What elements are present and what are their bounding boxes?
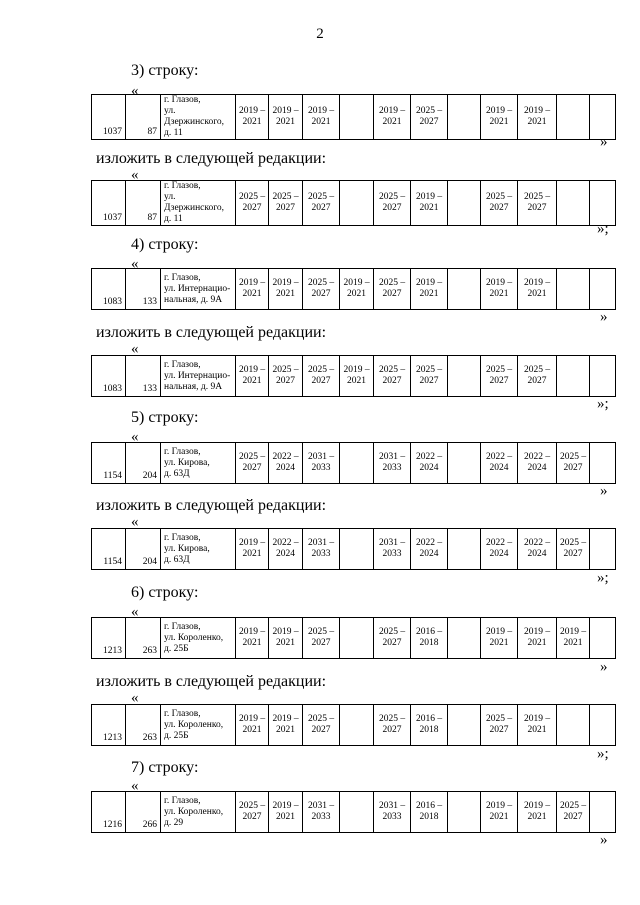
empty-cell	[590, 529, 616, 570]
period-cell: 2019 – 2021	[236, 269, 269, 310]
empty-cell	[340, 705, 374, 746]
period-cell: 2019 – 2021	[518, 705, 557, 746]
period-cell: 2019 – 2021	[481, 269, 518, 310]
period-cell: 2019 – 2021	[374, 95, 411, 140]
period-cell: 2025 – 2027	[557, 529, 590, 570]
address-line: г. Глазов,	[164, 359, 201, 370]
reword-instruction: изложить в следующей редакции:	[96, 497, 327, 514]
period-cell: 2022 – 2024	[518, 443, 557, 484]
empty-cell	[557, 181, 590, 226]
period-cell: 2019 – 2021	[236, 95, 269, 140]
empty-cell	[340, 443, 374, 484]
record-number-cell: 1216	[92, 792, 126, 833]
opening-quote: «	[131, 256, 139, 272]
period-cell: 2022 – 2024	[481, 443, 518, 484]
closing-quote: »;	[597, 221, 609, 237]
table-row	[92, 269, 616, 310]
period-cell: 2019 – 2021	[340, 269, 374, 310]
address-line: ул. Короленко,	[164, 632, 224, 643]
table-row	[92, 618, 616, 659]
empty-cell	[340, 529, 374, 570]
address-cell	[161, 792, 236, 833]
address-cell	[161, 269, 236, 310]
empty-cell	[340, 792, 374, 833]
new-row-table	[91, 355, 616, 397]
period-cell: 2031 – 2033	[303, 443, 340, 484]
period-cell: 2022 – 2024	[518, 529, 557, 570]
record-number-cell: 1213	[92, 705, 126, 746]
table-row	[92, 181, 616, 226]
period-cell: 2025 – 2027	[269, 356, 303, 397]
address-line: г. Глазов,	[164, 181, 201, 191]
old-row-table	[91, 791, 616, 833]
period-cell: 2025 – 2027	[374, 181, 411, 226]
opening-quote: «	[131, 341, 139, 357]
address-cell	[161, 356, 236, 397]
empty-cell	[448, 95, 481, 140]
old-row-table	[91, 94, 616, 140]
house-number-cell: 133	[126, 356, 161, 397]
empty-cell	[590, 618, 616, 659]
period-cell: 2019 – 2021	[236, 618, 269, 659]
period-cell: 2019 – 2021	[236, 356, 269, 397]
new-row-table	[91, 180, 616, 226]
opening-quote: «	[131, 778, 139, 794]
period-cell: 2025 – 2027	[557, 443, 590, 484]
empty-cell	[590, 356, 616, 397]
empty-cell	[590, 181, 616, 226]
period-cell: 2022 – 2024	[411, 529, 448, 570]
house-number-cell: 133	[126, 269, 161, 310]
period-cell: 2019 – 2021	[269, 269, 303, 310]
record-number-cell: 1037	[92, 181, 126, 226]
record-number-cell: 1037	[92, 95, 126, 140]
period-cell: 2025 – 2027	[236, 181, 269, 226]
empty-cell	[448, 269, 481, 310]
table-row	[92, 443, 616, 484]
period-cell: 2025 – 2027	[303, 618, 340, 659]
record-number-cell: 1083	[92, 269, 126, 310]
empty-cell	[590, 95, 616, 140]
closing-quote: »;	[597, 746, 609, 762]
period-cell: 2025 – 2027	[411, 356, 448, 397]
amendment-heading: 3) строку:	[131, 62, 199, 79]
period-cell: 2025 – 2027	[374, 618, 411, 659]
record-number-cell: 1154	[92, 443, 126, 484]
new-row-table	[91, 528, 616, 570]
address-line: д. 11	[164, 214, 183, 224]
period-cell: 2019 – 2021	[481, 792, 518, 833]
opening-quote: «	[131, 514, 139, 530]
address-line: нальная, д. 9А	[164, 381, 223, 392]
empty-cell	[590, 792, 616, 833]
house-number-cell: 87	[126, 95, 161, 140]
period-cell: 2019 – 2021	[269, 792, 303, 833]
period-cell: 2031 – 2033	[303, 792, 340, 833]
address-line: д. 25Б	[164, 730, 189, 741]
opening-quote: «	[131, 690, 139, 706]
empty-cell	[590, 269, 616, 310]
closing-quote: »;	[597, 396, 609, 412]
old-row-table	[91, 268, 616, 310]
address-line: ул. Интернацио-	[164, 370, 231, 381]
period-cell: 2019 – 2021	[518, 269, 557, 310]
empty-cell	[448, 529, 481, 570]
period-cell: 2025 – 2027	[518, 181, 557, 226]
empty-cell	[557, 705, 590, 746]
address-line: ул. Кирова,	[164, 543, 210, 554]
empty-cell	[557, 95, 590, 140]
amendment-heading: 4) строку:	[131, 236, 199, 253]
empty-cell	[557, 356, 590, 397]
period-cell: 2031 – 2033	[374, 443, 411, 484]
period-cell: 2019 – 2021	[269, 705, 303, 746]
table-row	[92, 529, 616, 570]
address-line: нальная, д. 9А	[164, 294, 223, 305]
period-cell: 2031 – 2033	[374, 792, 411, 833]
house-number-cell: 266	[126, 792, 161, 833]
empty-cell	[448, 705, 481, 746]
period-cell: 2025 – 2027	[236, 443, 269, 484]
period-cell: 2019 – 2021	[518, 618, 557, 659]
period-cell: 2016 – 2018	[411, 705, 448, 746]
closing-quote: »	[600, 832, 608, 848]
closing-quote: »	[600, 659, 608, 675]
reword-instruction: изложить в следующей редакции:	[96, 673, 327, 690]
period-cell: 2025 – 2027	[411, 95, 448, 140]
address-line: г. Глазов,	[164, 532, 201, 543]
period-cell: 2019 – 2021	[236, 529, 269, 570]
period-cell: 2025 – 2027	[303, 356, 340, 397]
page-number: 2	[316, 26, 324, 42]
period-cell: 2025 – 2027	[303, 181, 340, 226]
house-number-cell: 204	[126, 443, 161, 484]
opening-quote: «	[131, 167, 139, 183]
period-cell: 2016 – 2018	[411, 792, 448, 833]
new-row-table	[91, 704, 616, 746]
address-line: ул. Дзержинского,	[164, 192, 225, 213]
period-cell: 2031 – 2033	[374, 529, 411, 570]
table-row	[92, 356, 616, 397]
house-number-cell: 263	[126, 705, 161, 746]
empty-cell	[340, 618, 374, 659]
period-cell: 2025 – 2027	[374, 705, 411, 746]
record-number-cell: 1154	[92, 529, 126, 570]
period-cell: 2025 – 2027	[269, 181, 303, 226]
period-cell: 2022 – 2024	[269, 529, 303, 570]
closing-quote: »;	[597, 570, 609, 586]
period-cell: 2025 – 2027	[481, 181, 518, 226]
period-cell: 2019 – 2021	[411, 269, 448, 310]
period-cell: 2025 – 2027	[303, 269, 340, 310]
period-cell: 2019 – 2021	[303, 95, 340, 140]
record-number-cell: 1083	[92, 356, 126, 397]
address-line: д. 63Д	[164, 468, 190, 479]
address-line: г. Глазов,	[164, 708, 201, 719]
record-number-cell: 1213	[92, 618, 126, 659]
period-cell: 2019 – 2021	[481, 95, 518, 140]
period-cell: 2019 – 2021	[518, 95, 557, 140]
house-number-cell: 87	[126, 181, 161, 226]
period-cell: 2019 – 2021	[340, 356, 374, 397]
address-line: ул. Кирова,	[164, 457, 210, 468]
closing-quote: »	[600, 134, 608, 150]
amendment-heading: 7) строку:	[131, 759, 199, 776]
address-line: г. Глазов,	[164, 446, 201, 457]
old-row-table	[91, 617, 616, 659]
table-row	[92, 705, 616, 746]
address-line: г. Глазов,	[164, 272, 201, 283]
period-cell: 2031 – 2033	[303, 529, 340, 570]
empty-cell	[448, 618, 481, 659]
address-line: г. Глазов,	[164, 795, 201, 806]
amendment-heading: 5) строку:	[131, 409, 199, 426]
period-cell: 2019 – 2021	[557, 618, 590, 659]
reword-instruction: изложить в следующей редакции:	[96, 324, 327, 341]
period-cell: 2025 – 2027	[236, 792, 269, 833]
address-line: ул. Короленко,	[164, 719, 224, 730]
address-line: д. 63Д	[164, 554, 190, 565]
period-cell: 2025 – 2027	[481, 356, 518, 397]
opening-quote: «	[131, 604, 139, 620]
empty-cell	[590, 443, 616, 484]
address-cell	[161, 529, 236, 570]
address-cell	[161, 181, 236, 226]
period-cell: 2025 – 2027	[374, 356, 411, 397]
period-cell: 2019 – 2021	[269, 618, 303, 659]
empty-cell	[340, 181, 374, 226]
period-cell: 2019 – 2021	[411, 181, 448, 226]
closing-quote: »	[600, 483, 608, 499]
period-cell: 2025 – 2027	[374, 269, 411, 310]
address-line: г. Глазов,	[164, 621, 201, 632]
address-cell	[161, 705, 236, 746]
address-cell	[161, 95, 236, 140]
closing-quote: »	[600, 309, 608, 325]
period-cell: 2019 – 2021	[518, 792, 557, 833]
address-cell	[161, 443, 236, 484]
amendment-heading: 6) строку:	[131, 584, 199, 601]
period-cell: 2022 – 2024	[269, 443, 303, 484]
period-cell: 2016 – 2018	[411, 618, 448, 659]
period-cell: 2025 – 2027	[557, 792, 590, 833]
empty-cell	[340, 95, 374, 140]
empty-cell	[448, 181, 481, 226]
table-row	[92, 792, 616, 833]
house-number-cell: 263	[126, 618, 161, 659]
period-cell: 2019 – 2021	[236, 705, 269, 746]
empty-cell	[557, 269, 590, 310]
address-line: д. 25Б	[164, 643, 189, 654]
empty-cell	[590, 705, 616, 746]
address-line: ул. Интернацио-	[164, 283, 231, 294]
address-line: д. 11	[164, 128, 183, 138]
period-cell: 2019 – 2021	[481, 618, 518, 659]
period-cell: 2025 – 2027	[303, 705, 340, 746]
period-cell: 2025 – 2027	[518, 356, 557, 397]
empty-cell	[448, 792, 481, 833]
period-cell: 2022 – 2024	[411, 443, 448, 484]
address-line: ул. Дзержинского,	[164, 106, 225, 127]
address-cell	[161, 618, 236, 659]
opening-quote: «	[131, 83, 139, 99]
opening-quote: «	[131, 429, 139, 445]
address-line: д. 29	[164, 817, 184, 828]
empty-cell	[448, 356, 481, 397]
old-row-table	[91, 442, 616, 484]
address-line: ул. Короленко,	[164, 806, 224, 817]
period-cell: 2019 – 2021	[269, 95, 303, 140]
empty-cell	[448, 443, 481, 484]
address-line: г. Глазов,	[164, 95, 201, 105]
reword-instruction: изложить в следующей редакции:	[96, 150, 327, 167]
table-row	[92, 95, 616, 140]
house-number-cell: 204	[126, 529, 161, 570]
period-cell: 2022 – 2024	[481, 529, 518, 570]
period-cell: 2025 – 2027	[481, 705, 518, 746]
